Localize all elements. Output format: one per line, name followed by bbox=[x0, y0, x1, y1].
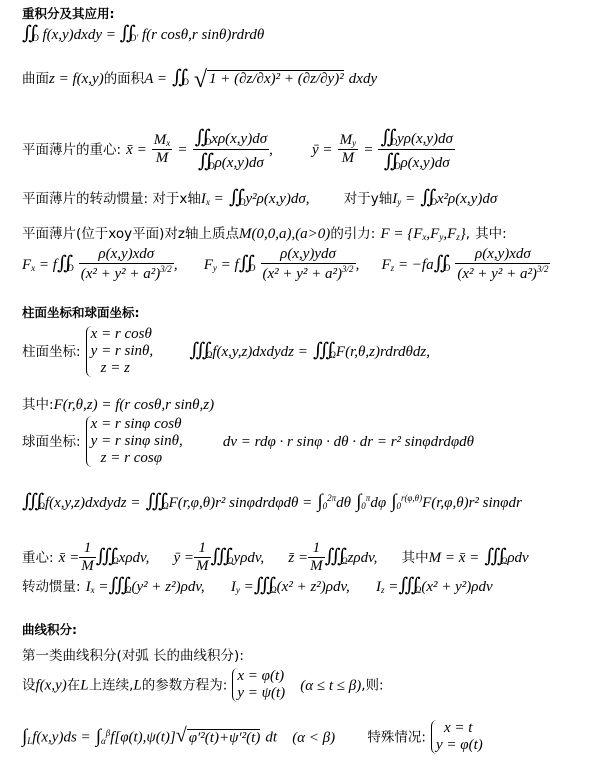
formula-gravitation-intro: 平面薄片(位于xoy平面)对z轴上质点M(0,0,a),(a>0)的引力: $F = \{F_x,F_y,F_z\}$, 其中: bbox=[22, 226, 507, 242]
section-heading-line-integrals: 曲线积分: bbox=[22, 622, 77, 637]
formula-cylindrical-F: 其中:F(r,θ,z) = f(r cosθ,r sinθ,z) bbox=[22, 397, 215, 413]
formula-line-param: 设f(x,y)在L上连续,L的参数方程为: x = φ(t) y = ψ(t) (α ≤ t ≤ β),则: bbox=[22, 668, 384, 701]
text-first-kind-line-integral: 第一类曲线积分(对弧 长的曲线积分): bbox=[22, 648, 244, 664]
formula-line-integral: $\int_Lf(x,y)ds = \int_\alpha^\beta f[\varphi(t),\psi(t)]√$ φ′²(t)+ψ′²(t) dt (α < β) 特殊情况: x = t y = φ(t) bbox=[22, 720, 483, 753]
formula-spherical-integral: $∭_\Omega f(x,y,z)dxdydz$ = $∭_\Omega F(r,\varphi,\theta)r^2$ $\sin\varphi drd\varphi d\theta = \int_0^{2\pi}d\theta$ $\int_0^\pi d\varphi$ $\int_0^{r(\varphi,\theta)}F(r,\varphi,\theta)r^2$ sinφdr bbox=[22, 491, 522, 512]
formula-spherical: 球面坐标: x = r sinφ cosθ y = r sinφ sinθ, z = r cosφ dv = rdφ · r sinφ · dθ · dr = r² sinφdrdφdθ bbox=[22, 416, 475, 466]
formula-solid-centroid: 重心: x̄ = $\frac{1}{M}$ $∭_\Omega x\rho dv$, ȳ = $\frac{1}{M}$ $∭_\Omega y\rho dv$, z̄ = $\frac{1}{M}$ $∭_\Omega z\rho dv$, 其中M = x̄ = $∭_\Omega\rho dv$ bbox=[22, 540, 529, 574]
formula-solid-inertia: 转动惯量: $I_x$ $=∭_\Omega(y^2 + z^2)\rho dv$, $I_y$ $=∭_\Omega(x^2 + z^2)\rho dv$, $I_z$ $=∭_\Omega(x^2 + y^2)\rho dv$ bbox=[22, 575, 493, 596]
formula-lamina-centroid-y: ȳ = $\frac{M_y}{M}$ = $∬_Dy\rho(x,y)d\sigma$ $∬_D\rho(x,y)d\sigma$ bbox=[312, 127, 453, 172]
formula-surface-area: 曲面z = f(x,y)的面积$A = ∬_D$ √ 1 + (∂z/∂x)² + (∂z/∂y)² dxdy bbox=[22, 67, 378, 93]
formula-cylindrical: 柱面坐标: x = r cosθ y = r sinθ, z = z $∭_\Omega f(x,y,z)dxdydz$ = $∭_\Omega F(r,\theta,z)rdrd\theta dz$, bbox=[22, 326, 430, 376]
section-heading-cylindrical-spherical: 柱面坐标和球面坐标: bbox=[22, 305, 140, 320]
formula-polar-transform: $∬_D$ f(x,y)dxdy = $∬_{D'}$ f(r cosθ,r sinθ)rdrdθ bbox=[22, 23, 265, 44]
formula-lamina-inertia: 平面薄片的转动惯量: 对于x轴$I_x$ = $∬_Dy^2\rho(x,y)d\sigma$, 对于y轴$I_y$ = $∬_Dx^2\rho(x,y)d\sigma$ bbox=[22, 187, 498, 208]
formula-gravitation-components: $F_x$ = $f∬_D$ ρ(x,y)xdσ $(x^2 + y^2 + a^2)^{3/2}$ , $F_y$ = $f∬_D$ ρ(x,y)ydσ $(x^2 + y^2 + a^2)^{3/2}$ , $F_z$ = $-fa∬_D$ ρ(x,y)xdσ $(x^2 + y^2 + a^2)^{3/2}$ bbox=[22, 246, 549, 282]
section-heading-multiple-integrals: 重积分及其应用: bbox=[22, 6, 115, 21]
formula-lamina-centroid: 平面薄片的重心: x̄ = $\frac{M_x}{M}$ = $∬_Dx\rho(x,y)d\sigma$ $∬_D\rho(x,y)d\sigma$ , bbox=[22, 127, 273, 172]
